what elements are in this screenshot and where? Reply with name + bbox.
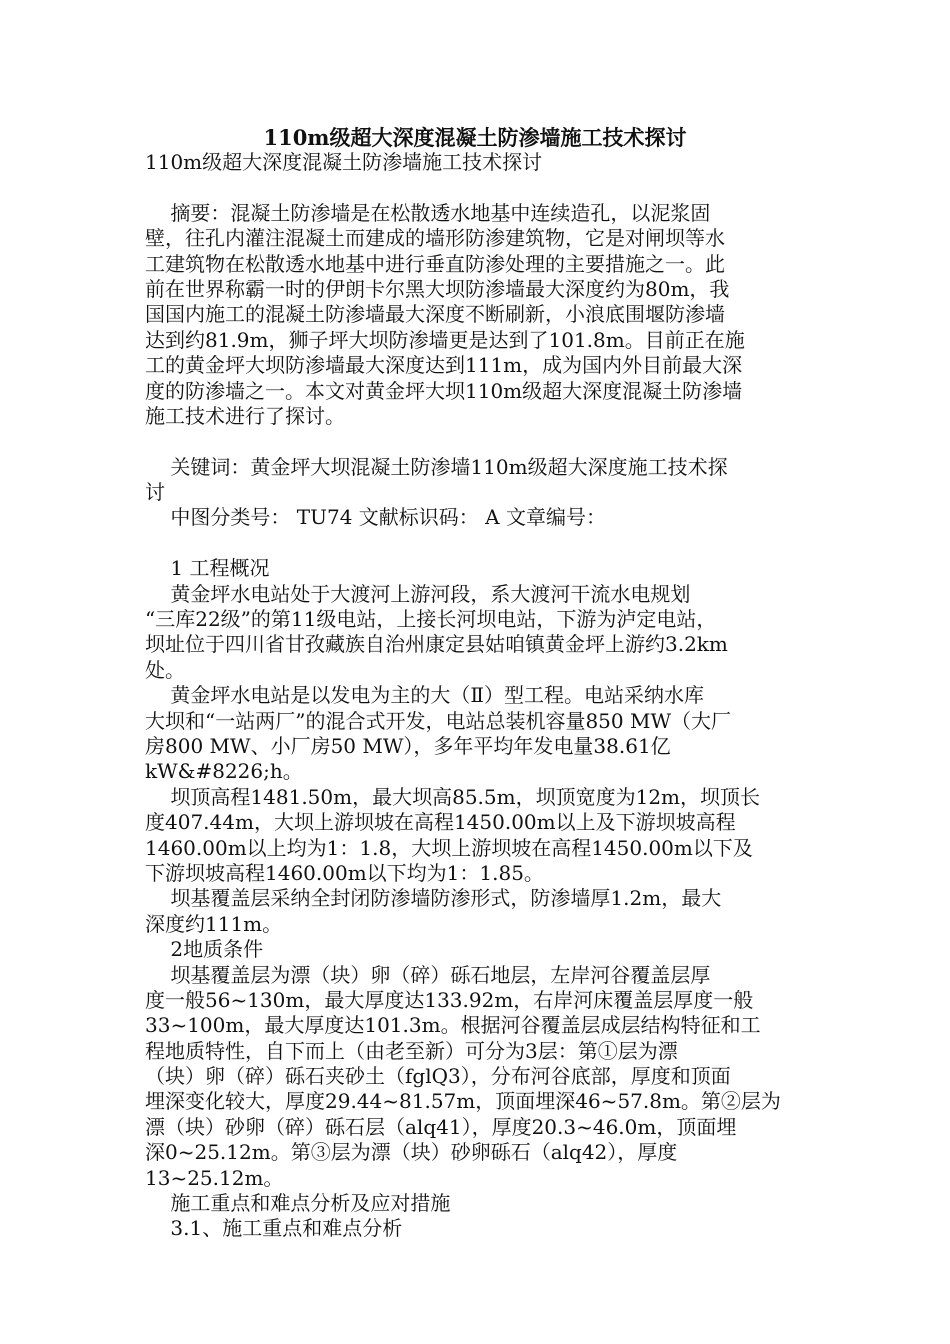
paragraph-line: 13~25.12m。 xyxy=(145,1165,284,1190)
section-2-heading: 2地质条件 xyxy=(145,937,264,962)
paragraph-line: 漂（块）砂卵（碎）砾石层（alq41），厚度20.3~46.0m，顶面埋 xyxy=(145,1114,737,1139)
section-3-heading: 施工重点和难点分析及应对措施 xyxy=(145,1191,451,1216)
paragraph-line: 坝基覆盖层为漂（块）卵（碎）砾石地层，左岸河谷覆盖层厚 xyxy=(145,962,711,987)
abstract-line: 壁，往孔内灌注混凝土而建成的墙形防渗建筑物，它是对闸坝等水 xyxy=(145,226,725,251)
paragraph-line: （块）卵（碎）砾石夹砂土（fglQ3），分布河谷底部，厚度和顶面 xyxy=(145,1064,731,1089)
abstract-paragraph xyxy=(145,201,810,430)
abstract-line: 国国内施工的混凝土防渗墙最大深度不断刷新，小浪底围堰防渗墙 xyxy=(145,302,725,327)
abstract-line: 施工技术进行了探讨。 xyxy=(145,403,345,428)
paragraph-line: 1460.00m以上均为1：1.8，大坝上游坝坡在高程1450.00m以下及 xyxy=(145,835,753,860)
paragraph-line: 程地质特性，自下而上（由老至新）可分为3层：第①层为漂 xyxy=(145,1038,678,1063)
section-1-paragraph-1 xyxy=(145,582,810,684)
paragraph-line: 坝基覆盖层采纳全封闭防渗墙防渗形式，防渗墙厚1.2m，最大 xyxy=(145,886,722,911)
document-title: 110m级超大深度混凝土防渗墙施工技术探讨 xyxy=(263,125,687,150)
document-body xyxy=(145,150,810,1242)
keywords-paragraph xyxy=(145,455,810,506)
abstract-line: 达到约81.9m，狮子坪大坝防渗墙更是达到了101.8m。目前正在施 xyxy=(145,327,745,352)
section-3-1-heading: 3.1、施工重点和难点分析 xyxy=(145,1216,403,1241)
paragraph-line: 下游坝坡高程1460.00m以下均为1：1.85。 xyxy=(145,860,544,885)
keywords-line: 关键词：黄金坪大坝混凝土防渗墙110m级超大深度施工技术探 xyxy=(145,454,728,479)
paragraph-line: 处。 xyxy=(145,657,185,682)
section-1-heading: 1 工程概况 xyxy=(145,556,270,581)
paragraph-line: 深度约111m。 xyxy=(145,911,283,936)
blank-line xyxy=(145,531,810,556)
paragraph-line: 黄金坪水电站处于大渡河上游河段，系大渡河干流水电规划 xyxy=(145,581,691,606)
document-subtitle: 110m级超大深度混凝土防渗墙施工技术探讨 xyxy=(145,150,543,174)
paragraph-line: 大坝和“一站两厂”的混合式开发，电站总装机容量850 MW（大厂 xyxy=(145,708,732,733)
paragraph-line: 度407.44m，大坝上游坝坡在高程1450.00m以上及下游坝坡高程 xyxy=(145,810,736,835)
paragraph-line: 埋深变化较大，厚度29.44~81.57m，顶面埋深46~57.8m。第②层为 xyxy=(145,1089,781,1114)
paragraph-line: 黄金坪水电站是以发电为主的大（Ⅱ）型工程。电站采纳水库 xyxy=(145,683,705,708)
abstract-line: 前在世界称霸一时的伊朗卡尔黑大坝防渗墙最大深度约为80m，我 xyxy=(145,276,730,301)
abstract-line: 摘要：混凝土防渗墙是在松散透水地基中连续造孔，以泥浆固 xyxy=(145,200,711,225)
section-2-paragraph xyxy=(145,963,810,1192)
abstract-line: 工建筑物在松散透水地基中进行垂直防渗处理的主要措施之一。此 xyxy=(145,251,725,276)
paragraph-line: 33~100m，最大厚度达101.3m。根据河谷覆盖层成层结构特征和工 xyxy=(145,1013,761,1038)
section-1-paragraph-3 xyxy=(145,785,810,887)
blank-line xyxy=(145,175,810,200)
paragraph-line: “三库22级”的第11级电站，上接长河坝电站，下游为泸定电站， xyxy=(145,607,717,632)
paragraph-line: 房800 MW、小厂房50 MW），多年平均年发电量38.61亿 xyxy=(145,733,671,758)
classification-line: 中图分类号： TU74 文献标识码： A 文章编号： xyxy=(145,505,606,530)
paragraph-line: 度一般56~130m，最大厚度达133.92m，右岸河床覆盖层厚度一般 xyxy=(145,987,754,1012)
paragraph-line: 坝址位于四川省甘孜藏族自治州康定县姑咱镇黄金坪上游约3.2km xyxy=(145,632,728,657)
section-1-paragraph-2 xyxy=(145,683,810,785)
paragraph-line: 坝顶高程1481.50m，最大坝高85.5m，坝顶宽度为12m，坝顶长 xyxy=(145,784,761,809)
blank-line xyxy=(145,429,810,454)
abstract-line: 度的防渗墙之一。本文对黄金坪大坝110m级超大深度混凝土防渗墙 xyxy=(145,378,743,403)
abstract-line: 工的黄金坪大坝防渗墙最大深度达到111m，成为国内外目前最大深 xyxy=(145,353,743,378)
paragraph-line: 深0~25.12m。第③层为漂（块）砂卵砾石（alq42），厚度 xyxy=(145,1140,678,1165)
paragraph-line: kW&#8226;h。 xyxy=(145,759,303,784)
keywords-line: 讨 xyxy=(145,480,165,505)
section-1-paragraph-4 xyxy=(145,886,810,937)
